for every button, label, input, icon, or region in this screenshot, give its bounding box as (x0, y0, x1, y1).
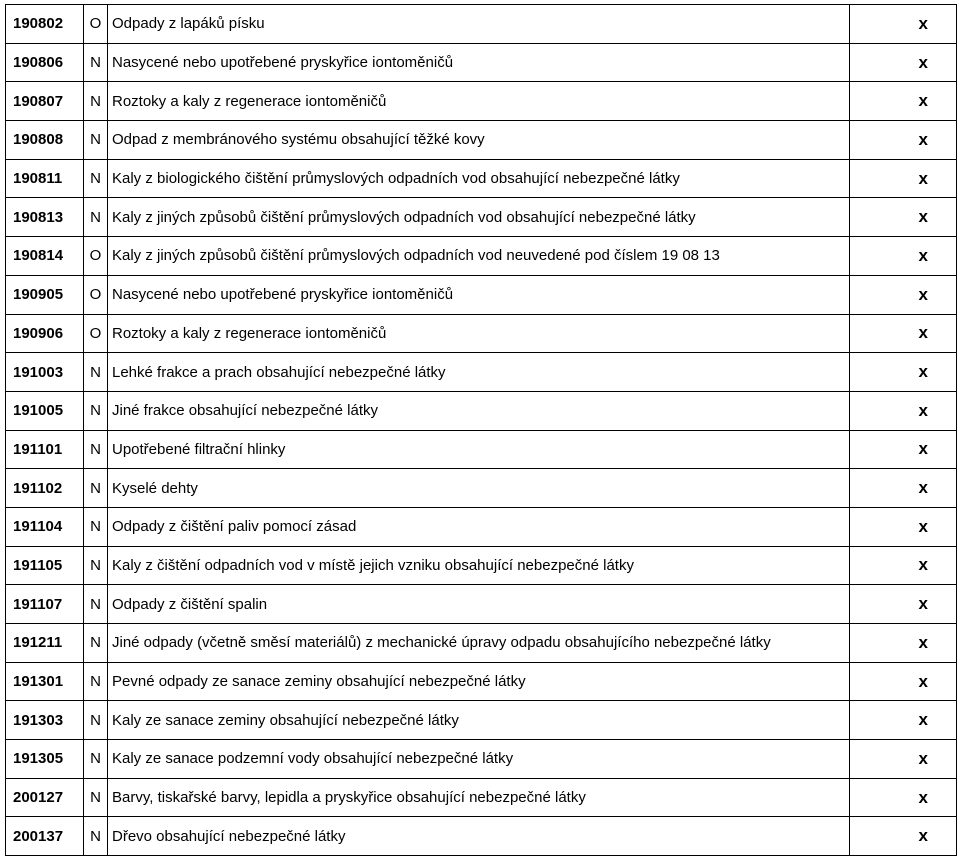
table-row (6, 740, 957, 779)
waste-name-cell: Kaly z biologického čištění průmyslových odpadních vod obsahující nebezpečné látky (108, 159, 850, 198)
category-cell: N (84, 391, 108, 430)
mark-cell: x (850, 5, 957, 44)
mark-cell: x (850, 778, 957, 817)
table-row (6, 624, 957, 663)
category-cell: N (84, 430, 108, 469)
waste-code-cell: 191301 (6, 662, 84, 701)
waste-name-cell: Kyselé dehty (108, 469, 850, 508)
mark-cell: x (850, 624, 957, 663)
waste-name-cell: Jiné frakce obsahující nebezpečné látky (108, 391, 850, 430)
waste-code-cell: 190905 (6, 275, 84, 314)
table-row (6, 198, 957, 237)
category-cell: N (84, 624, 108, 663)
waste-code-cell: 191105 (6, 546, 84, 585)
mark-cell: x (850, 159, 957, 198)
table-row (6, 430, 957, 469)
mark-cell: x (850, 662, 957, 701)
mark-cell: x (850, 701, 957, 740)
waste-name-cell: Jiné odpady (včetně směsí materiálů) z mechanické úpravy odpadu obsahujícího nebezpečné látky (108, 624, 850, 663)
waste-code-cell: 190906 (6, 314, 84, 353)
category-cell: N (84, 662, 108, 701)
category-cell: N (84, 507, 108, 546)
waste-name-cell: Dřevo obsahující nebezpečné látky (108, 817, 850, 856)
mark-cell: x (850, 469, 957, 508)
waste-name-cell: Lehké frakce a prach obsahující nebezpečné látky (108, 353, 850, 392)
table-row (6, 778, 957, 817)
category-cell: N (84, 740, 108, 779)
waste-name-cell: Odpady z lapáků písku (108, 5, 850, 44)
mark-cell: x (850, 546, 957, 585)
waste-code-cell: 200137 (6, 817, 84, 856)
table-row (6, 237, 957, 276)
waste-name-cell: Kaly z čištění odpadních vod v místě jejich vzniku obsahující nebezpečné látky (108, 546, 850, 585)
table-body (6, 5, 957, 856)
waste-name-cell: Kaly z jiných způsobů čištění průmyslových odpadních vod neuvedené pod číslem 19 08 13 (108, 237, 850, 276)
category-cell: N (84, 817, 108, 856)
waste-code-cell: 191003 (6, 353, 84, 392)
category-cell: N (84, 121, 108, 160)
category-cell: O (84, 275, 108, 314)
waste-name-cell: Odpady z čištění spalin (108, 585, 850, 624)
category-cell: N (84, 585, 108, 624)
category-cell: N (84, 778, 108, 817)
table-row (6, 159, 957, 198)
table-row (6, 275, 957, 314)
table-row (6, 43, 957, 82)
category-cell: N (84, 546, 108, 585)
table-row (6, 391, 957, 430)
table-row (6, 546, 957, 585)
mark-cell: x (850, 237, 957, 276)
waste-catalogue-table (5, 4, 957, 856)
waste-name-cell: Roztoky a kaly z regenerace iontoměničů (108, 314, 850, 353)
table-row (6, 585, 957, 624)
waste-name-cell: Nasycené nebo upotřebené pryskyřice iontoměničů (108, 275, 850, 314)
waste-code-cell: 190813 (6, 198, 84, 237)
category-cell: N (84, 82, 108, 121)
waste-code-cell: 191102 (6, 469, 84, 508)
waste-name-cell: Nasycené nebo upotřebené pryskyřice iontoměničů (108, 43, 850, 82)
table-row (6, 507, 957, 546)
waste-code-cell: 191005 (6, 391, 84, 430)
waste-code-cell: 191104 (6, 507, 84, 546)
mark-cell: x (850, 198, 957, 237)
mark-cell: x (850, 353, 957, 392)
waste-code-cell: 191305 (6, 740, 84, 779)
waste-name-cell: Upotřebené filtrační hlinky (108, 430, 850, 469)
category-cell: O (84, 314, 108, 353)
waste-code-cell: 191303 (6, 701, 84, 740)
table-row (6, 469, 957, 508)
table-row (6, 121, 957, 160)
waste-code-cell: 191107 (6, 585, 84, 624)
table-row (6, 5, 957, 44)
category-cell: N (84, 353, 108, 392)
mark-cell: x (850, 275, 957, 314)
mark-cell: x (850, 507, 957, 546)
mark-cell: x (850, 314, 957, 353)
table-row (6, 701, 957, 740)
category-cell: N (84, 198, 108, 237)
mark-cell: x (850, 817, 957, 856)
mark-cell: x (850, 43, 957, 82)
waste-name-cell: Odpady z čištění paliv pomocí zásad (108, 507, 850, 546)
waste-code-cell: 190808 (6, 121, 84, 160)
mark-cell: x (850, 585, 957, 624)
category-cell: O (84, 5, 108, 44)
mark-cell: x (850, 121, 957, 160)
category-cell: O (84, 237, 108, 276)
category-cell: N (84, 701, 108, 740)
waste-code-cell: 190807 (6, 82, 84, 121)
table-row (6, 662, 957, 701)
waste-name-cell: Kaly ze sanace podzemní vody obsahující nebezpečné látky (108, 740, 850, 779)
category-cell: N (84, 469, 108, 508)
table-row (6, 82, 957, 121)
waste-name-cell: Kaly ze sanace zeminy obsahující nebezpečné látky (108, 701, 850, 740)
category-cell: N (84, 43, 108, 82)
waste-name-cell: Odpad z membránového systému obsahující těžké kovy (108, 121, 850, 160)
mark-cell: x (850, 82, 957, 121)
waste-code-cell: 190802 (6, 5, 84, 44)
waste-name-cell: Pevné odpady ze sanace zeminy obsahující nebezpečné látky (108, 662, 850, 701)
table-row (6, 817, 957, 856)
waste-name-cell: Kaly z jiných způsobů čištění průmyslových odpadních vod obsahující nebezpečné látky (108, 198, 850, 237)
table-row (6, 314, 957, 353)
waste-code-cell: 190806 (6, 43, 84, 82)
category-cell: N (84, 159, 108, 198)
waste-code-cell: 191211 (6, 624, 84, 663)
mark-cell: x (850, 391, 957, 430)
table-row (6, 353, 957, 392)
waste-code-cell: 200127 (6, 778, 84, 817)
waste-code-cell: 190811 (6, 159, 84, 198)
waste-name-cell: Roztoky a kaly z regenerace iontoměničů (108, 82, 850, 121)
waste-code-cell: 190814 (6, 237, 84, 276)
waste-code-cell: 191101 (6, 430, 84, 469)
waste-name-cell: Barvy, tiskařské barvy, lepidla a pryskyřice obsahující nebezpečné látky (108, 778, 850, 817)
mark-cell: x (850, 740, 957, 779)
mark-cell: x (850, 430, 957, 469)
